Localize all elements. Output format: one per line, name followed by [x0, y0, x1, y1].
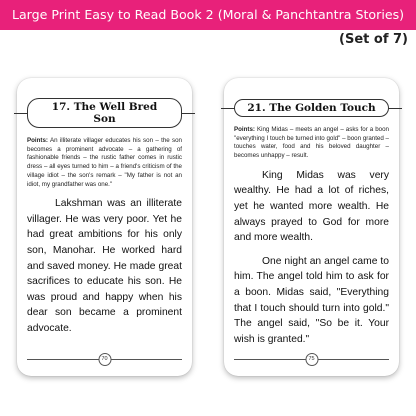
left-page-footer — [27, 354, 182, 364]
banner-title: Large Print Easy to Read Book 2 (Moral & Panchtantra Stories) — [11, 7, 405, 22]
right-story-points — [234, 126, 389, 161]
left-points-text: An illiterate villager educates his son – the son becomes a prominent advocate – a gathering of fashionable friends – the rustic father comes in rustic dress – all eyes turned to him – a friend's criticism of the village idiot – the son's remark – "My father is not an idiot, my grandfather was one." — [27, 137, 182, 188]
right-points-text: King Midas – meets an angel – asks for a boon "everything I touch be turned into gold" – boon granted – touches water, food and his beloved daughter – becomes unhappy – result. — [234, 126, 389, 160]
right-story-paragraph-1: King Midas was very wealthy. He had a lot of riches, yet he wanted more wealth. He always prayed to God for more and more wealth. — [234, 169, 389, 244]
right-story-text — [234, 168, 389, 348]
product-title-banner — [0, 0, 416, 30]
left-points-label: Points: — [27, 137, 48, 144]
right-page-number: 75 — [305, 353, 318, 366]
set-count-label: (Set of 7) — [339, 32, 408, 47]
right-points-label: Points: — [234, 126, 255, 133]
left-story-title: 17. The Well Bred Son — [27, 98, 182, 128]
left-story-paragraph: Lakshman was an illiterate villager. He was very poor. Yet he had great ambitions for his only son, Manohar. He worked hard and saved money. He made great sacrifices to educate his son. He was proud and happy when his dear son became a prominent advocate. — [27, 198, 182, 334]
right-book-page — [224, 78, 399, 376]
left-story-text — [27, 196, 182, 336]
right-story-paragraph-2: One night an angel came to him. The angel told him to ask for a boon. Midas said, "Everything that I touch should turn into gold." The angel said, "So be it. Your wish is granted." — [234, 255, 389, 345]
right-page-footer — [234, 354, 389, 364]
left-page-number: 70 — [98, 353, 111, 366]
right-story-title: 21. The Golden Touch — [234, 99, 388, 117]
left-story-points — [27, 137, 182, 189]
left-book-page — [17, 78, 192, 376]
